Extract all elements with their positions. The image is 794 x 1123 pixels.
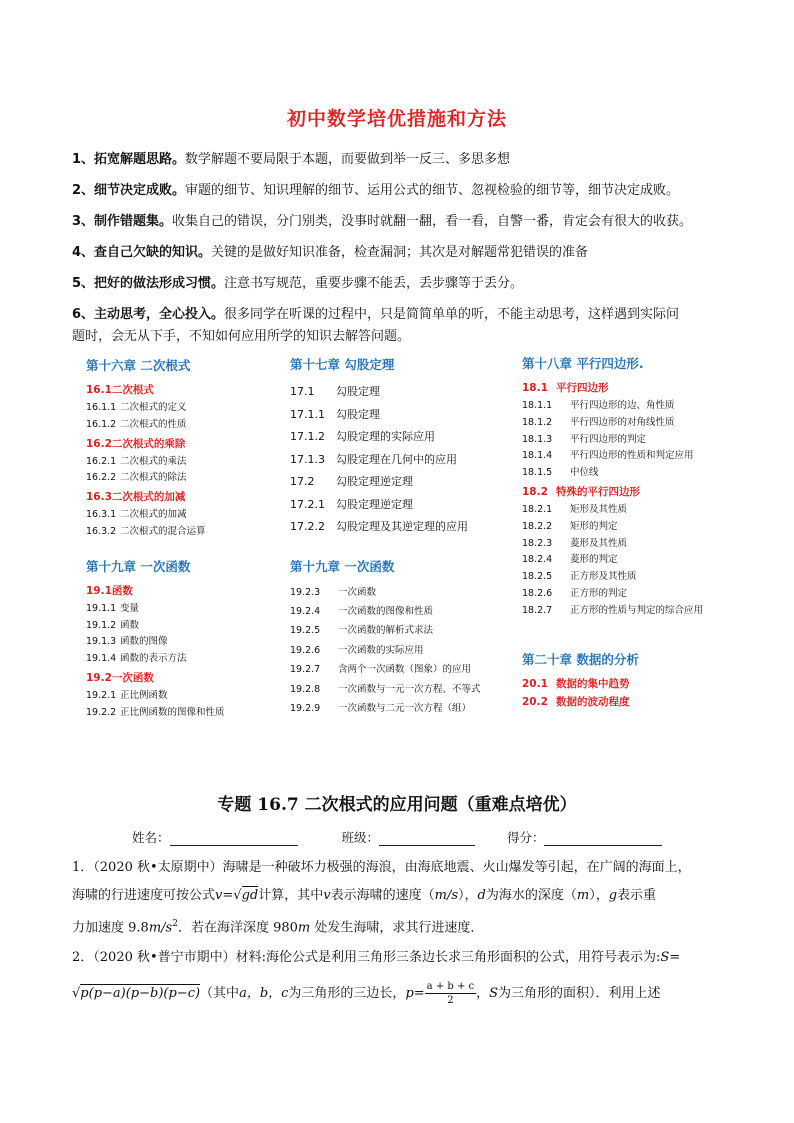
toc-text: 二次根式的乘法	[120, 455, 187, 467]
toc-text: 数据的集中趋势	[556, 677, 630, 690]
tips-list	[72, 144, 732, 348]
page-title: 初中数学培优措施和方法	[286, 108, 507, 130]
topic-title: 专题 16.7 二次根式的应用问题（重难点培优）	[217, 795, 577, 815]
toc-item	[290, 449, 520, 472]
q2-line-2: √p(p−a)(p−b)(p−c)（其中a，b，c为三角形的三边长，p= $\frac{a + b + c}{2}$ ，S为三角形的面积）．利用上述	[72, 981, 661, 1006]
chapter-17-title: 第十七章 勾股定理	[290, 357, 395, 372]
toc-text: 勾股定理	[336, 385, 380, 398]
toc-item	[290, 699, 520, 718]
q2-line-1: 2．（2020 秋•普宁市期中）材料:海伦公式是利用三角形三条边长求三角形面积的公式，用符号表示为:S=	[72, 950, 681, 965]
toc-text: 函数的图像	[120, 636, 168, 648]
tip-item	[72, 144, 732, 175]
chapter-20-title: 第二十章 数据的分析	[522, 651, 639, 667]
chapter-column-2	[290, 355, 520, 718]
tip-text: 很多同学在听课的过程中，只是简简单单的听，不能主动思考，这样遇到实际问	[224, 307, 680, 322]
toc-item	[522, 519, 752, 536]
toc-number: 20.2	[522, 695, 548, 708]
tip-heading: 5、把好的做法形成习惯。	[72, 276, 225, 291]
toc-number: 18.1	[522, 382, 548, 394]
toc-text: 勾股定理逆定理	[336, 475, 413, 488]
toc-number: 19.2.3	[290, 586, 321, 598]
toc-text: 矩形及其性质	[570, 503, 628, 515]
section-heading	[522, 380, 752, 395]
chapter-19-title: 第十九章 一次函数	[86, 558, 191, 574]
toc-number: 18.2.6	[522, 587, 553, 599]
toc-text: 平行四边形	[556, 382, 609, 394]
toc-text: 一次函数的解析式求法	[338, 625, 434, 637]
toc-text: 勾股定理的实际应用	[336, 430, 435, 443]
toc-text: 正方形及其性质	[570, 571, 637, 583]
tip-text: 审题的细节、知识理解的细节、运用公式的细节、忽视检验的细节等，细节决定成败。	[185, 183, 680, 198]
chapter-19b-title: 第十九章 一次函数	[290, 558, 395, 574]
class-label: 班级：	[341, 830, 379, 845]
toc-number: 20.1	[522, 677, 548, 690]
toc-number: 18.2.1	[522, 503, 553, 515]
toc-item	[86, 417, 286, 434]
toc-number: 17.1	[290, 385, 315, 398]
toc-number: 19.2.5	[290, 625, 321, 637]
toc-number: 18.2.5	[522, 571, 553, 583]
toc-number: 16.1.2	[86, 418, 117, 430]
toc-item	[290, 426, 520, 449]
toc-number: 19.2.1	[86, 689, 117, 701]
toc-text: 勾股定理	[336, 407, 380, 421]
name-label: 姓名：	[132, 830, 170, 845]
toc-item	[522, 536, 752, 553]
toc-text: 一次函数	[111, 671, 154, 684]
section-heading	[86, 382, 286, 397]
toc-item	[522, 586, 752, 603]
toc-text: 正方形的性质与判定的综合应用	[570, 604, 704, 616]
toc-item	[290, 494, 520, 517]
toc-text: 一次函数	[338, 586, 377, 598]
toc-text: 二次根式的加减	[111, 491, 186, 504]
toc-number: 19.1.3	[86, 636, 117, 648]
toc-text: 二次根式的定义	[120, 402, 187, 413]
tip-text: 关键的是做好知识准备，检查漏洞；其次是对解题常犯错误的准备	[211, 245, 589, 260]
toc-text: 正比例函数	[120, 689, 168, 701]
toc-item	[86, 601, 286, 618]
tip-text: 收集自己的错误，分门别类，没事时就翻一翻，看一看，自警一番，肯定会有很大的收获。	[172, 214, 693, 229]
toc-number: 17.1.3	[290, 452, 325, 466]
toc-item	[290, 471, 520, 494]
toc-number: 19.1.1	[86, 602, 117, 614]
toc-text: 平行四边形的性质和判定应用	[570, 450, 694, 462]
toc-text: 平行四边形的边、角性质	[570, 400, 675, 411]
toc-item	[522, 569, 752, 586]
section-heading	[522, 676, 752, 691]
toc-item	[290, 641, 520, 660]
tip-text: 注意书写规范，重要步骤不能丢，丢步骤等于丢分。	[224, 276, 524, 291]
toc-number: 17.2.2	[290, 520, 325, 533]
tip-heading: 4、查自己欠缺的知识。	[72, 245, 212, 260]
toc-text: 正比例函数的图像和性质	[120, 706, 225, 718]
tip-item	[72, 206, 732, 237]
toc-item	[86, 400, 286, 417]
section-heading	[86, 489, 286, 504]
tip-heading: 2、细节决定成败。	[72, 183, 186, 198]
toc-item	[86, 454, 286, 471]
toc-number: 16.3.2	[86, 525, 117, 537]
toc-item	[86, 507, 286, 524]
toc-number: 18.1.1	[522, 400, 553, 411]
q1-line-1: 1．（2020 秋•太原期中）海啸是一种破坏力极强的海浪，由海底地震、火山爆发等引起，在广阔的海面上，	[72, 860, 691, 875]
q1-line-2: 海啸的行进速度可按公式v=√gd计算，其中v表示海啸的速度（m/s），d为海水的深度（m），g表示重	[72, 888, 657, 903]
toc-text: 二次根式的加减	[120, 509, 187, 521]
toc-item	[86, 524, 286, 541]
tip-heading: 3、制作错题集。	[72, 214, 173, 229]
toc-item	[290, 583, 520, 602]
toc-text: 函数的表示方法	[120, 653, 187, 665]
perimeter-fraction: $\frac{a + b + c}{2}$	[426, 981, 475, 1006]
toc-text: 菱形及其性质	[570, 537, 628, 549]
toc-number: 19.2.8	[290, 683, 321, 695]
toc-item	[522, 432, 752, 449]
toc-text: 函数	[111, 584, 133, 597]
toc-number: 18.2.3	[522, 537, 553, 549]
toc-item	[522, 398, 752, 415]
toc-number: 19.2.7	[290, 664, 321, 676]
toc-item	[86, 470, 286, 487]
toc-number: 19.2	[86, 671, 112, 684]
toc-number: 19.2.4	[290, 605, 321, 617]
toc-text: 平行四边形的判定	[570, 433, 647, 445]
question-2	[72, 944, 732, 1008]
toc-item	[290, 516, 520, 539]
toc-text: 平行四边形的对角线性质	[570, 416, 675, 428]
toc-number: 19.1	[86, 584, 112, 597]
chapter-column-1	[86, 356, 286, 722]
toc-text: 一次函数的实际应用	[338, 644, 424, 656]
toc-number: 17.2	[290, 475, 315, 488]
toc-item	[290, 602, 520, 621]
tip-heading: 6、主动思考，全心投入。	[72, 307, 225, 322]
toc-item	[86, 651, 286, 668]
section-heading	[522, 694, 752, 709]
toc-number: 16.3	[86, 491, 112, 504]
toc-item	[522, 603, 752, 620]
toc-number: 16.1.1	[86, 402, 117, 413]
toc-number: 17.1.2	[290, 430, 325, 443]
toc-number: 19.2.2	[86, 706, 117, 718]
toc-number: 16.2.2	[86, 472, 117, 484]
tip-continuation: 题时，会无从下手，不知如何应用所学的知识去解答问题。	[72, 329, 411, 344]
toc-number: 16.3.1	[86, 509, 117, 521]
toc-number: 18.2	[522, 485, 548, 498]
toc-item	[290, 680, 520, 699]
toc-number: 19.1.4	[86, 653, 117, 665]
toc-item	[86, 618, 286, 635]
toc-item	[522, 415, 752, 432]
toc-number: 18.1.5	[522, 467, 553, 479]
toc-text: 二次根式的乘除	[111, 437, 186, 450]
toc-text: 正方形的判定	[570, 587, 628, 599]
toc-number: 18.1.4	[522, 450, 553, 462]
toc-text: 菱形的判定	[570, 554, 618, 566]
toc-item	[522, 448, 752, 465]
tip-item	[72, 299, 732, 348]
tip-item	[72, 237, 732, 268]
toc-number: 19.2.6	[290, 644, 321, 656]
toc-item	[290, 660, 520, 679]
toc-text: 一次函数与二元一次方程（组）	[338, 702, 472, 714]
toc-text: 一次函数的图像和性质	[338, 605, 434, 617]
class-field[interactable]	[379, 831, 475, 846]
toc-text: 二次根式的性质	[120, 418, 187, 430]
toc-number: 18.1.3	[522, 433, 553, 445]
toc-number: 16.2.1	[86, 455, 117, 467]
chapter-18-title: 第十八章 平行四边形.	[522, 356, 644, 371]
toc-text: 一次函数与一元一次方程、不等式	[338, 683, 481, 695]
toc-item	[522, 502, 752, 519]
toc-text: 特殊的平行四边形	[556, 485, 640, 498]
toc-number: 18.2.7	[522, 604, 553, 616]
score-field[interactable]	[544, 831, 662, 846]
q1-line-3: 力加速度 $9.8m/s^2$．若在海洋深度 980m 处发生海啸，求其行进速度．	[72, 919, 484, 936]
toc-item	[86, 688, 286, 705]
toc-text: 函数	[120, 619, 140, 631]
toc-text: 矩形的判定	[570, 520, 618, 532]
toc-text: 勾股定理在几何中的应用	[336, 452, 457, 466]
section-heading	[522, 484, 752, 499]
toc-text: 含两个一次函数（图象）的应用	[338, 664, 472, 676]
toc-number: 19.1.2	[86, 619, 117, 631]
toc-number: 19.2.9	[290, 702, 321, 714]
toc-text: 变量	[120, 602, 140, 614]
chapter-16-title: 第十六章 二次根式	[86, 358, 191, 373]
toc-text: 二次根式的除法	[120, 472, 187, 484]
tip-item	[72, 268, 732, 299]
tip-text: 数学解题不要局限于本题，而要做到举一反三、多思多想	[185, 152, 511, 167]
chapter-column-3	[522, 354, 752, 712]
section-heading	[86, 670, 286, 685]
toc-item	[522, 465, 752, 482]
toc-number: 17.1.1	[290, 407, 325, 421]
toc-item	[290, 621, 520, 640]
toc-item	[290, 404, 520, 427]
toc-text: 数据的波动程度	[556, 695, 630, 708]
toc-item	[290, 381, 520, 404]
toc-text: 二次根式的混合运算	[120, 525, 206, 537]
toc-item	[86, 634, 286, 651]
toc-text: 二次根式	[111, 384, 154, 396]
toc-text: 勾股定理逆定理	[336, 497, 413, 511]
tip-item	[72, 175, 732, 206]
toc-text: 勾股定理及其逆定理的应用	[336, 520, 468, 533]
toc-item	[522, 552, 752, 569]
section-heading	[86, 583, 286, 598]
score-label: 得分：	[506, 830, 545, 845]
toc-number: 18.1.2	[522, 416, 553, 428]
toc-number: 18.2.4	[522, 554, 553, 566]
toc-number: 16.2	[86, 437, 112, 450]
toc-number: 16.1	[86, 384, 112, 396]
toc-number: 18.2.2	[522, 520, 553, 532]
tip-heading: 1、拓宽解题思路。	[72, 152, 186, 167]
toc-number: 17.2.1	[290, 497, 325, 511]
question-1	[72, 854, 732, 942]
toc-text: 中位线	[570, 467, 599, 479]
toc-item	[86, 705, 286, 722]
name-field[interactable]	[170, 831, 298, 846]
student-info-row	[132, 828, 662, 846]
section-heading	[86, 436, 286, 451]
